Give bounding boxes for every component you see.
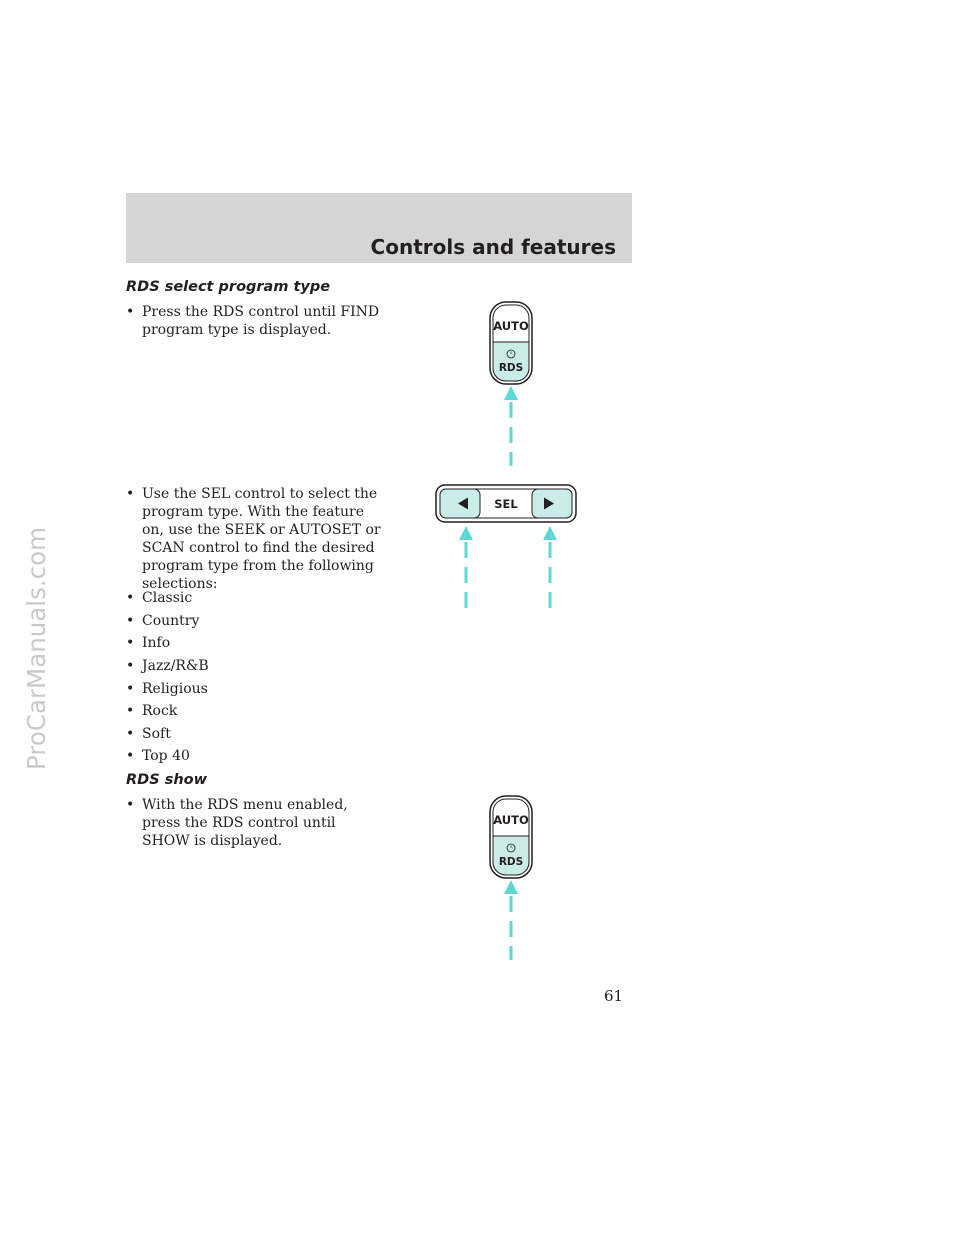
rds-label: RDS: [498, 856, 524, 868]
list-item-top-40: • Top 40: [126, 748, 190, 764]
bullet-icon: •: [126, 797, 135, 813]
list-item-jazz-rb: • Jazz/R&B: [126, 658, 209, 674]
list-item-rock: • Rock: [126, 703, 178, 719]
arrow-up-icon: [504, 386, 518, 400]
sel-control-diagram: [434, 482, 578, 612]
bullet-icon: •: [126, 486, 135, 502]
list-item-religious: • Religious: [126, 681, 208, 697]
bullet-icon: •: [126, 658, 135, 674]
bullet-icon: •: [126, 304, 135, 320]
list-item-info: • Info: [126, 635, 171, 651]
bullet-icon: •: [126, 726, 135, 742]
bullet-icon: •: [126, 613, 135, 629]
header-band: [126, 193, 632, 263]
bullet-icon: •: [126, 590, 135, 606]
auto-label: AUTO: [493, 813, 529, 827]
instruction-press-rds: • Press the RDS control until FIND program type is displayed.: [126, 304, 380, 338]
instruction-use-sel: • Use the SEL control to select the program type. With the feature on, use the SEEK or AUTOSET or SCAN control to find the desired program type from the following selections:: [126, 486, 381, 592]
auto-label: AUTO: [493, 319, 529, 333]
list-item-soft: • Soft: [126, 726, 171, 742]
bullet-icon: •: [126, 681, 135, 697]
rds-label: RDS: [498, 362, 524, 374]
sel-label: SEL: [494, 497, 518, 511]
bullet-icon: •: [126, 635, 135, 651]
rds-button-diagram-1: [488, 300, 534, 470]
section-heading-rds-show: RDS show: [126, 772, 208, 788]
page-section-title: Controls and features: [370, 235, 616, 259]
bullet-icon: •: [126, 703, 135, 719]
page-number: 61: [604, 987, 624, 1005]
watermark: ProCarManuals.com: [22, 527, 51, 770]
arrow-up-icon: [459, 526, 473, 540]
section-heading-rds-select: RDS select program type: [126, 279, 331, 295]
arrow-up-icon: [504, 880, 518, 894]
instruction-rds-show: • With the RDS menu enabled, press the RDS control until SHOW is displayed.: [126, 797, 348, 849]
list-item-classic: • Classic: [126, 590, 193, 606]
list-item-country: • Country: [126, 613, 200, 629]
rds-button-diagram-2: [488, 794, 534, 964]
arrow-up-icon: [543, 526, 557, 540]
bullet-icon: •: [126, 748, 135, 764]
